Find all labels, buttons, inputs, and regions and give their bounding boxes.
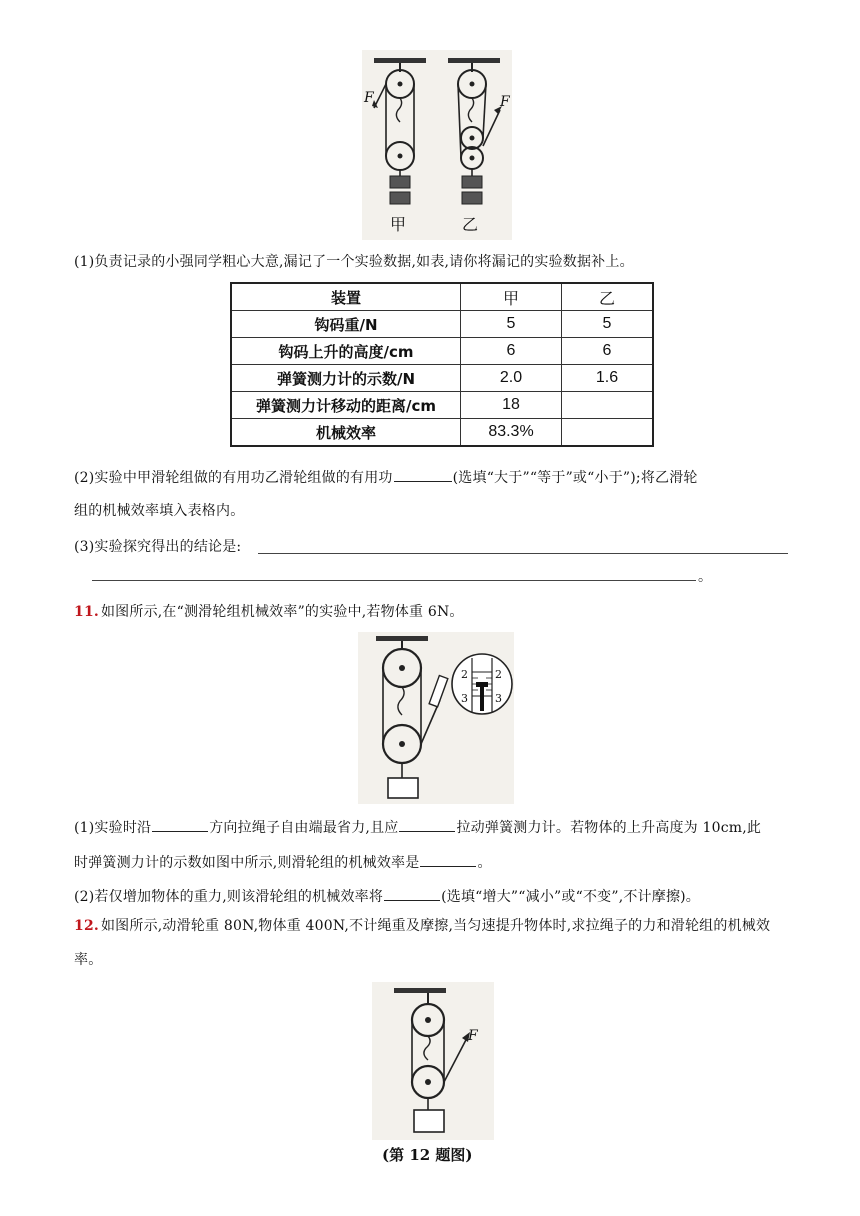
table-cell: 钩码重/N bbox=[231, 311, 461, 338]
table-cell: 6 bbox=[562, 338, 654, 365]
scale-label: 3 bbox=[461, 692, 468, 705]
table-row bbox=[231, 419, 653, 447]
force-label: F bbox=[468, 1028, 478, 1044]
q11-part1-line1: (1)实验时沿 方向拉绳子自由端最省力,且应 拉动弹簧测力计。若物体的上升高度为 10cm,此 bbox=[74, 816, 761, 838]
table-cell: 弹簧测力计移动的距离/cm bbox=[231, 392, 461, 419]
answer-blank[interactable] bbox=[399, 816, 455, 832]
answer-blank[interactable] bbox=[384, 885, 440, 901]
table-header-cell: 装置 bbox=[231, 283, 461, 311]
scale-label: 2 bbox=[495, 668, 502, 681]
table-row bbox=[231, 338, 653, 365]
answer-blank-long[interactable] bbox=[92, 580, 696, 581]
q11-part1-line2: 时弹簧测力计的示数如图中所示,则滑轮组的机械效率是 。 bbox=[74, 851, 492, 873]
answer-blank-long[interactable] bbox=[258, 553, 788, 554]
q10-part3-text: (3)实验探究得出的结论是: bbox=[74, 539, 242, 555]
q11-stem: 11. 如图所示,在“测滑轮组机械效率”的实验中,若物体重 6N。 bbox=[74, 604, 464, 620]
question-number: 12. bbox=[74, 918, 99, 934]
figure-pulley-q12 bbox=[372, 982, 494, 1140]
table-cell: 2.0 bbox=[461, 365, 562, 392]
table-header-cell: 乙 bbox=[562, 283, 654, 311]
table-cell: 18 bbox=[461, 392, 562, 419]
answer-blank[interactable] bbox=[152, 816, 208, 832]
answer-blank[interactable] bbox=[420, 851, 476, 867]
table-cell: 1.6 bbox=[562, 365, 654, 392]
q10-part3-end: 。 bbox=[698, 569, 713, 585]
figure-label-yi: 乙 bbox=[462, 215, 479, 234]
table-cell: 5 bbox=[562, 311, 654, 338]
table-row bbox=[231, 365, 653, 392]
force-label-left: F bbox=[364, 90, 374, 106]
experiment-data-table bbox=[230, 282, 654, 447]
scale-label: 2 bbox=[461, 668, 468, 681]
q12-stem-line1: 12. 如图所示,动滑轮重 80N,物体重 400N,不计绳重及摩擦,当匀速提升物体时,求拉绳子的力和滑轮组的机械效 bbox=[74, 918, 771, 934]
table-cell-empty[interactable] bbox=[562, 392, 654, 419]
table-row bbox=[231, 392, 653, 419]
question-number: 11. bbox=[74, 604, 99, 620]
table-cell: 5 bbox=[461, 311, 562, 338]
table-cell-empty[interactable] bbox=[562, 419, 654, 447]
table-cell: 6 bbox=[461, 338, 562, 365]
answer-blank[interactable] bbox=[394, 466, 452, 482]
q10-part2-line2: 组的机械效率填入表格内。 bbox=[74, 503, 245, 519]
q10-part1-text: (1)负责记录的小强同学粗心大意,漏记了一个实验数据,如表,请你将漏记的实验数据补上。 bbox=[74, 254, 634, 270]
figure-pulley-q11 bbox=[358, 632, 514, 804]
table-header-row bbox=[231, 283, 653, 311]
force-label-right: F bbox=[500, 94, 510, 110]
table-cell: 钩码上升的高度/cm bbox=[231, 338, 461, 365]
q10-part2-line1: (2)实验中甲滑轮组做的有用功乙滑轮组做的有用功 (选填“大于”“等于”或“小于”);将乙滑轮 bbox=[74, 466, 698, 488]
q12-stem-line2: 率。 bbox=[74, 952, 103, 968]
figure-pulley-jia-yi bbox=[362, 50, 512, 240]
table-row bbox=[231, 311, 653, 338]
table-header-cell: 甲 bbox=[461, 283, 562, 311]
table-cell: 83.3% bbox=[461, 419, 562, 447]
figure-label-jia: 甲 bbox=[390, 215, 407, 234]
table-cell: 机械效率 bbox=[231, 419, 461, 447]
scale-label: 3 bbox=[495, 692, 502, 705]
figure-caption: (第 12 题图) bbox=[382, 1146, 473, 1164]
table-cell: 弹簧测力计的示数/N bbox=[231, 365, 461, 392]
q11-part2: (2)若仅增加物体的重力,则该滑轮组的机械效率将 (选填“增大”“减小”或“不变”,不计摩擦)。 bbox=[74, 885, 700, 907]
